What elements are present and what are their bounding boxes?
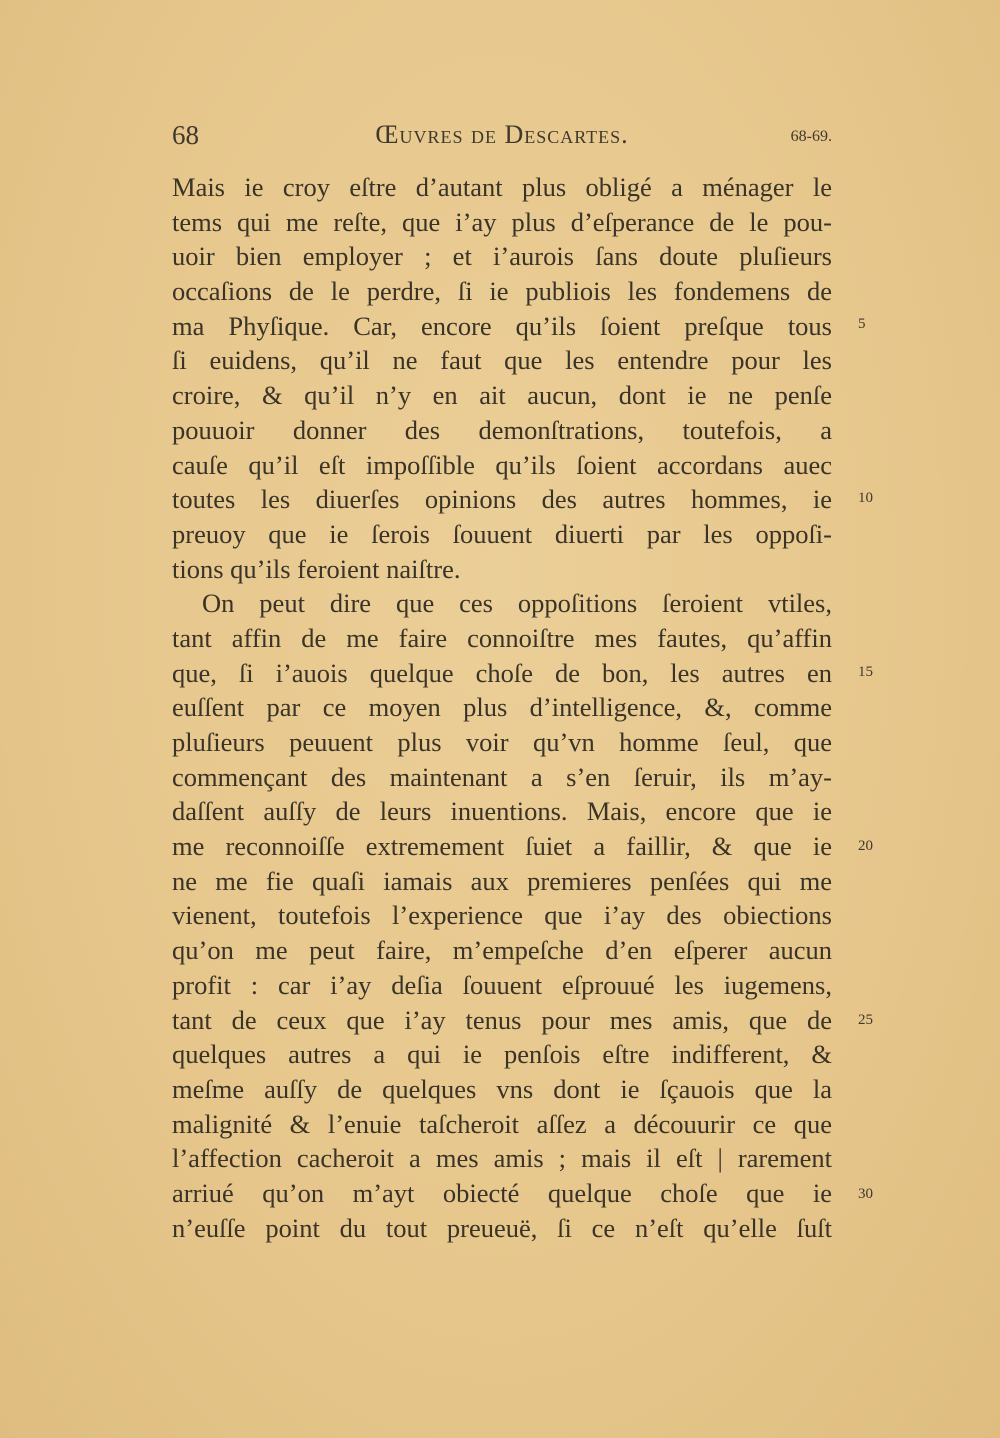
text-line: ne me fie quaſi iamais aux premieres penſées qui me (172, 865, 832, 896)
text-line: tions qu’ils feroient naiſtre. (172, 553, 461, 584)
body-text (172, 170, 832, 1245)
line-number: 25 (858, 1012, 873, 1028)
text-line: euſſent par ce moyen plus d’intelligence, &, comme (172, 692, 832, 723)
text-line: Mais ie croy eſtre d’autant plus obligé a ménager le (172, 172, 832, 202)
text-line: pouuoir donner des demonſtrations, toutefois, a (172, 414, 832, 445)
line-number: 20 (858, 838, 873, 854)
text-line: croire, & qu’il n’y en ait aucun, dont ie ne penſe (172, 380, 832, 411)
line-number: 5 (858, 316, 866, 332)
line-number: 30 (858, 1186, 873, 1202)
text-line: tems qui me reſte, que i’ay plus d’eſperance de le pou- (172, 206, 832, 237)
text-line: toutes les diuerſes opinions des autres hommes, ie (172, 484, 832, 515)
text-line: On peut dire que ces oppoſitions ſeroient vtiles, (202, 588, 832, 619)
text-line: meſme auſſy de quelques vns dont ie ſçauois que la (172, 1073, 832, 1104)
text-line: qu’on me peut faire, m’empeſche d’en eſperer aucun (172, 935, 832, 966)
text-line: quelques autres a qui ie penſois eſtre indifferent, & (172, 1039, 832, 1070)
text-line: occaſions de le perdre, ſi ie publiois les fondemens de (172, 276, 832, 307)
text-line: vienent, toutefois l’experience que i’ay des obiections (172, 900, 832, 931)
text-line: que, ſi i’auois quelque choſe de bon, les autres en (172, 657, 832, 688)
page-range: 68-69. (790, 128, 832, 145)
running-title: Œuvres de Descartes. (375, 120, 629, 149)
text-line: me reconnoiſſe extremement ſuiet a faillir, & que ie (172, 831, 832, 862)
text-line: daſſent auſſy de leurs inuentions. Mais, encore que ie (172, 796, 832, 827)
text-line: ſi euidens, qu’il ne faut que les entendre pour les (172, 345, 832, 376)
text-line: arriué qu’on m’ayt obiecté quelque choſe que ie (172, 1177, 832, 1208)
line-number: 15 (858, 664, 873, 680)
text-line: malignité & l’enuie taſcheroit aſſez a découurir ce que (172, 1108, 832, 1139)
text-line: pluſieurs peuuent plus voir qu’vn homme ſeul, que (172, 727, 832, 757)
text-line: uoir bien employer ; et i’aurois ſans doute pluſieurs (172, 241, 832, 272)
text-line: cauſe qu’il eſt impoſſible qu’ils ſoient accordans auec (172, 449, 832, 480)
text-line: preuoy que ie ſerois ſouuent diuerti par les oppoſi- (172, 518, 832, 549)
text-line: n’euſſe point du tout preueuë, ſi ce n’eſt qu’elle ſuſt (172, 1212, 832, 1243)
page-number: 68 (172, 120, 199, 150)
text-line: tant affin de me faire connoiſtre mes fautes, qu’affin (172, 622, 832, 653)
text-line: profit : car i’ay deſia ſouuent eſprouué les iugemens, (172, 969, 832, 1000)
line-number: 10 (858, 490, 873, 506)
text-line: commençant des maintenant a s’en ſeruir, ils m’ay- (172, 761, 832, 792)
text-line: tant de ceux que i’ay tenus pour mes amis, que de (172, 1004, 832, 1035)
text-line: ma Phyſique. Car, encore qu’ils ſoient preſque tous (172, 310, 832, 341)
text-line: l’affection cacheroit a mes amis ; mais il eſt | rarement (172, 1143, 832, 1174)
page-header (172, 120, 832, 160)
